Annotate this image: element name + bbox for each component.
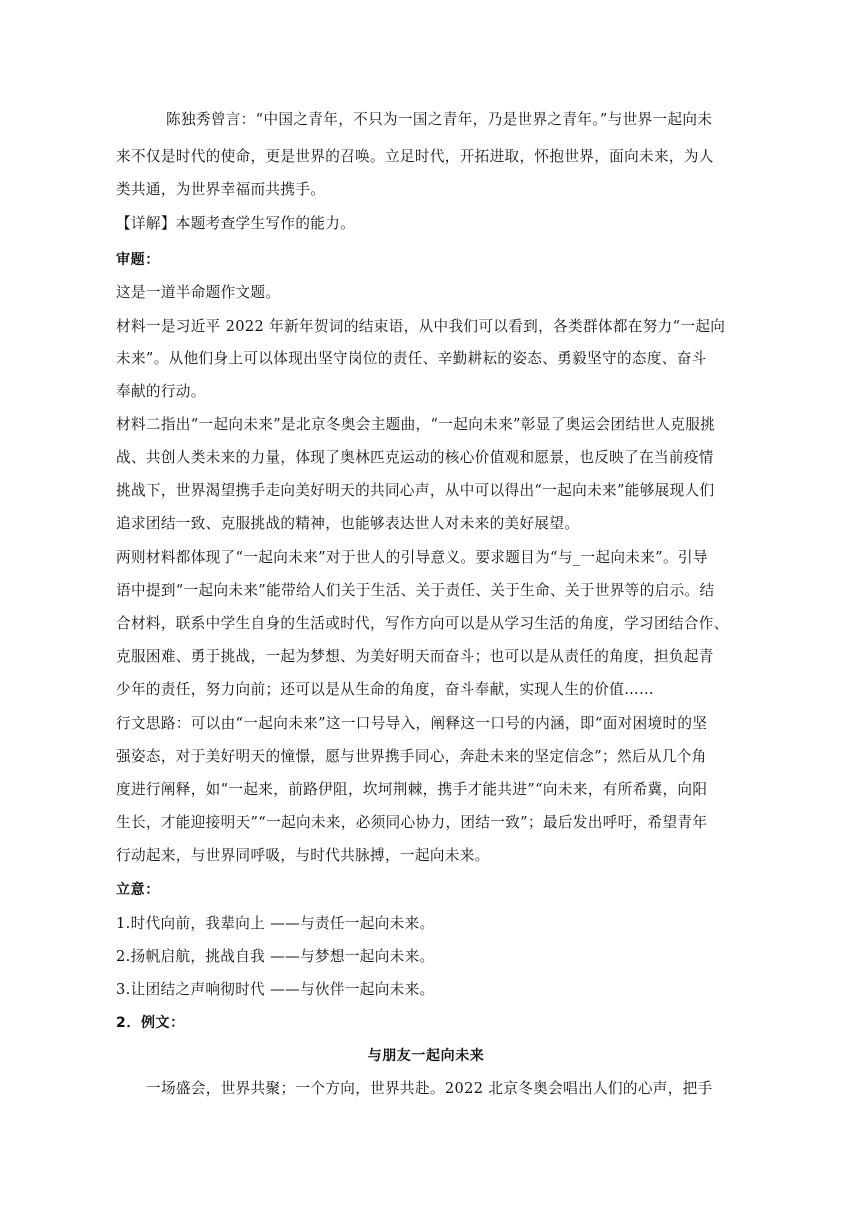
- detail-line: 【详解】本题考查学生写作的能力。: [116, 215, 356, 232]
- essay-first-line: 一场盛会，世界共聚；一个方向，世界共赴。2022 北京冬奥会唱出人们的心声，把手: [146, 1080, 713, 1097]
- thinking-line: 行文思路：可以由“一起向未来”这一口号导入，阐释这一口号的内涵，即“面对困境时的坚: [116, 715, 708, 732]
- analysis-line: 语中提到“一起向未来”能带给人们关于生活、关于责任、关于生命、关于世界等的启示。结: [116, 582, 715, 599]
- theme-item: 2.扬帆启航，挑战自我 ——与梦想一起向未来。: [116, 948, 435, 965]
- thinking-line: 度进行阐释，如“一起来，前路伊阻，坎坷荆棘，携手才能共进”“向未来，有所希冀，向阳: [116, 781, 708, 798]
- thinking-line: 行动起来，与世界同呼吸，与时代共脉搏，一起向未来。: [116, 847, 490, 864]
- material2-line: 材料二指出“一起向未来”是北京冬奥会主题曲，“一起向未来”彰显了奥运会团结世人克服挑: [116, 416, 716, 433]
- thinking-line: 生长，才能迎接明天”“一起向未来，必须同心协力，团结一致”；最后发出呼吁，希望青年: [116, 814, 708, 831]
- thinking-line: 强姿态，对于美好明天的憧憬，愿与世界携手同心，奔赴未来的坚定信念”；然后从几个角: [116, 748, 707, 765]
- shenti-heading: 审题：: [116, 252, 160, 268]
- question-type-line: 这是一道半命题作文题。: [116, 284, 281, 301]
- material1-line: 材料一是习近平 2022 年新年贺词的结束语，从中我们可以看到，各类群体都在努力“一起向: [116, 318, 726, 335]
- analysis-line: 两则材料都体现了“一起向未来”对于世人的引导意义。要求题目为“与_一起向未来”。引导: [116, 549, 708, 566]
- material2-line: 挑战下，世界渴望携手走向美好明天的共同心声，从中可以得出“一起向未来”能够展现人们: [116, 482, 715, 499]
- intro-line: 类共通，为世界幸福而共携手。: [116, 181, 326, 198]
- liyi-heading: 立意：: [116, 882, 160, 898]
- material1-line: 未来”。从他们身上可以体现出坚守岗位的责任、辛勤耕耘的姿态、勇毅坚守的态度、奋斗: [116, 350, 707, 367]
- theme-item: 3.让团结之声响彻时代 ——与伙伴一起向未来。: [116, 981, 435, 998]
- essay-title: 与朋友一起向未来: [367, 1048, 485, 1064]
- analysis-line: 少年的责任，努力向前；还可以是从生命的角度，奋斗奉献，实现人生的价值……: [116, 681, 654, 698]
- intro-line: 来不仅是时代的使命，更是世界的召唤。立足时代，开拓进取，怀抱世界，面向未来，为人: [116, 148, 714, 165]
- material2-line: 战、共创人类未来的力量，体现了奥林匹克运动的核心价值观和愿景，也反映了在当前疫情: [116, 449, 714, 466]
- analysis-line: 合材料，联系中学生自身的生活或时代，写作方向可以是从学习生活的角度，学习团结合作、: [116, 615, 729, 632]
- essay-heading: 2．例文：: [116, 1015, 185, 1031]
- intro-line: 陈独秀曾言：“中国之青年，不只为一国之青年，乃是世界之青年。”与世界一起向未: [166, 111, 713, 128]
- theme-item: 1.时代向前，我辈向上 ——与责任一起向未来。: [116, 915, 435, 932]
- analysis-line: 克服困难、勇于挑战，一起为梦想、为美好明天而奋斗；也可以是从责任的角度，担负起青: [116, 648, 714, 665]
- material2-line: 追求团结一致、克服挑战的精神，也能够表达世人对未来的美好展望。: [116, 515, 580, 532]
- material1-line: 奉献的行动。: [116, 383, 206, 400]
